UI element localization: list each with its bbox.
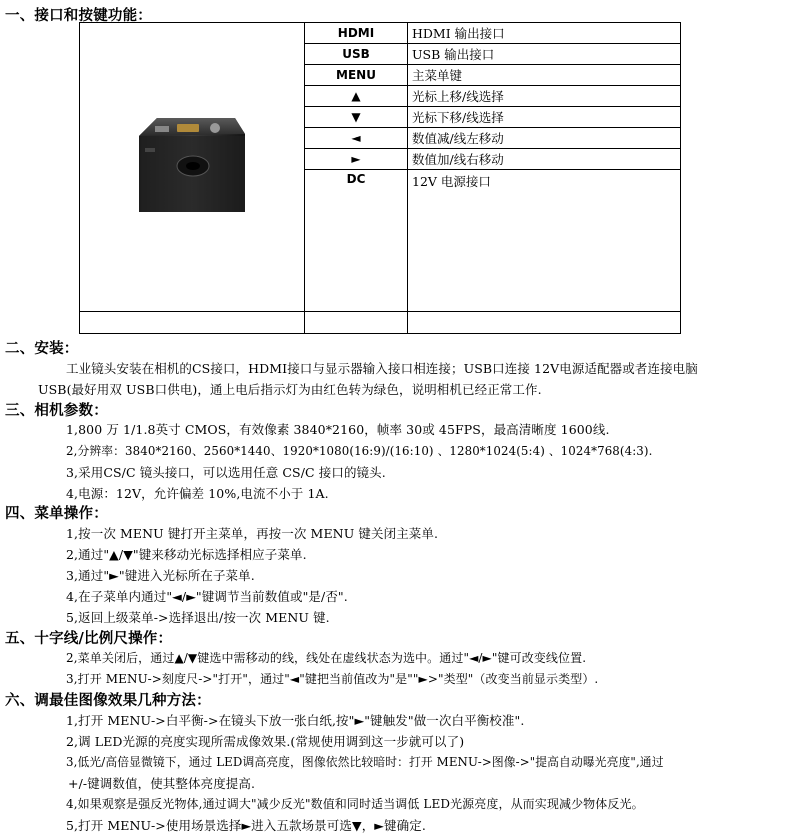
port-key: HDMI [305, 23, 408, 44]
port-desc: 12V 电源接口 [408, 170, 681, 312]
method-line: 5,打开 MENU->使用场景选择►进入五款场景可选▼，►键确定. [66, 818, 426, 833]
section-title-menu: 四、菜单操作： [5, 505, 108, 522]
empty-cell [305, 312, 408, 334]
port-key: ▼ [305, 107, 408, 128]
param-line: 3,采用CS/C 镜头接口，可以选用任意 CS/C 接口的镜头. [66, 465, 386, 480]
section-title-install: 二、安装： [5, 340, 79, 357]
method-line: 3,低光/高倍显微镜下，通过 LED调高亮度，图像依然比较暗时：打开 MENU->图像->"提高自动曝光亮度",通过 [66, 755, 664, 769]
method-line: +/-键调数值，使其整体亮度提高. [68, 776, 256, 791]
port-desc: 数值减/线左移动 [408, 128, 681, 149]
section-title-params: 三、相机参数： [5, 402, 108, 419]
empty-cell [408, 312, 681, 334]
menu-line: 2,通过"▲/▼"键来移动光标选择相应子菜单. [66, 547, 307, 562]
port-key: ◄ [305, 128, 408, 149]
menu-line: 4,在子菜单内通过"◄/►"键调节当前数值或"是/否". [66, 589, 348, 604]
port-key: ► [305, 149, 408, 170]
port-desc: HDMI 输出接口 [408, 23, 681, 44]
crosshair-line: 3,打开 MENU->刻度尺->"打开"，通过"◄"键把当前值改为"是""►>"类型"（改变当前显示类型）. [66, 672, 599, 686]
install-line: USB(最好用双 USB口供电)，通上电后指示灯为由红色转为绿色，说明相机已经正常工作. [38, 382, 542, 397]
section-title-ports: 一、接口和按键功能： [5, 7, 152, 24]
port-desc: 数值加/线右移动 [408, 149, 681, 170]
ports-table [79, 22, 681, 334]
table-row-empty [80, 312, 681, 334]
section-title-crosshair: 五、十字线/比例尺操作： [5, 630, 173, 647]
port-desc: 光标下移/线选择 [408, 107, 681, 128]
method-line: 2,调 LED光源的亮度实现所需成像效果.(常规使用调到这一步就可以了) [66, 734, 465, 749]
camera-image [127, 112, 257, 222]
method-line: 4,如果观察是强反光物体,通过调大"减少反光"数值和同时适当调低 LED光源亮度，从而实现减少物体反光。 [66, 797, 644, 811]
port-desc: 光标上移/线选择 [408, 86, 681, 107]
empty-cell [80, 312, 305, 334]
port-key: ▲ [305, 86, 408, 107]
menu-line: 5,返回上级菜单->选择退出/按一次 MENU 键. [66, 610, 330, 625]
table-row [80, 23, 681, 44]
port-desc: USB 输出接口 [408, 44, 681, 65]
param-line: 4,电源：12V，允许偏差 10%,电流不小于 1A. [66, 486, 329, 501]
method-line: 1,打开 MENU->白平衡->在镜头下放一张白纸,按"►"键触发"做一次白平衡校准". [66, 713, 525, 728]
install-line: 工业镜头安装在相机的CS接口，HDMI接口与显示器输入接口相连接；USB口连接 12V电源适配器或者连接电脑 [66, 361, 698, 376]
section-title-methods: 六、调最佳图像效果几种方法： [5, 692, 211, 709]
port-key: USB [305, 44, 408, 65]
param-line: 1,800 万 1/1.8英寸 CMOS，有效像素 3840*2160，帧率 30或 45FPS，最高清晰度 1600线. [66, 422, 610, 437]
param-line: 2,分辨率：3840*2160、2560*1440、1920*1080(16:9)/(16:10) 、1280*1024(5:4) 、1024*768(4:3). [66, 444, 653, 458]
crosshair-line: 2,菜单关闭后，通过▲/▼键选中需移动的线，线处在虚线状态为选中。通过"◄/►"键可改变线位置. [66, 651, 587, 665]
menu-line: 1,按一次 MENU 键打开主菜单，再按一次 MENU 键关闭主菜单. [66, 526, 439, 541]
port-desc: 主菜单键 [408, 65, 681, 86]
port-key: MENU [305, 65, 408, 86]
menu-line: 3,通过"►"键进入光标所在子菜单. [66, 568, 255, 583]
camera-photo-cell [80, 23, 305, 312]
port-key: DC [305, 170, 408, 312]
